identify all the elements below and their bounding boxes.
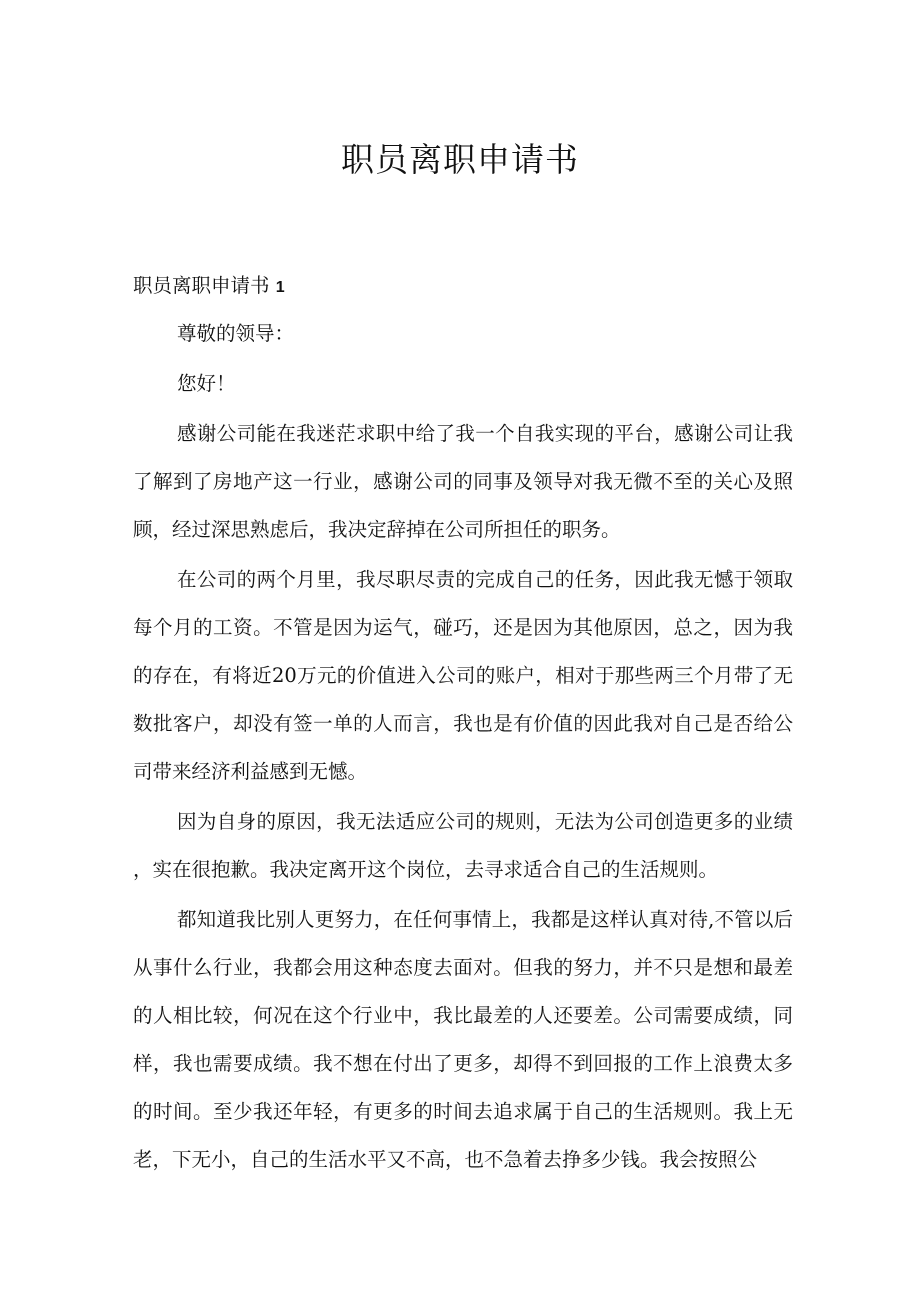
paragraph-1: 感谢公司能在我迷茫求职中给了我一个自我实现的平台，感谢公司让我了解到了房地产这一行业，感谢公司的同事及领导对我无微不至的关心及照顾，经过深思熟虑后，我决定辞掉在公司所担任的职务。 [133,422,793,541]
section-number: 1 [275,279,285,296]
section-heading-text: 职员离职申请书 [133,274,270,297]
document-body [133,262,793,1186]
paragraph-3: 因为自身的原因，我无法适应公司的规则，无法为公司创造更多的业绩，实在很抱歉。我决定离开这个岗位，去寻求适合自己的生活规则。 [133,810,793,881]
paragraph-2: 在公司的两个月里，我尽职尽责的完成自己的任务，因此我无憾于领取每个月的工资。不管是因为运气，碰巧，还是因为其他原因，总之，因为我的存在，有将近20万元的价值进入公司的账户，相对于那些两三个月带了无数批客户，却没有签一单的人而言，我也是有价值的因此我对自己是否给公司带来经济利益感到无憾。 [133,568,793,783]
paragraph-4: 都知道我比别人更努力，在任何事情上，我都是这样认真对待,不管以后从事什么行业，我都会用这种态度去面对。但我的努力，并不只是想和最差的人相比较，何况在这个行业中，我比最差的人还要差。公司需要成绩，同样，我也需要成绩。我不想在付出了更多，却得不到回报的工作上浪费太多的时间。至少我还年轻，有更多的时间去追求属于自己的生活规则。我上无老，下无小，自己的生活水平又不高，也不急着去挣多少钱。我会按照公 [133,908,793,1171]
salutation: 尊敬的领导： [177,322,295,345]
document-title: 职员离职申请书 [341,140,579,179]
greeting: 您好！ [177,372,236,395]
section-heading [133,262,793,310]
